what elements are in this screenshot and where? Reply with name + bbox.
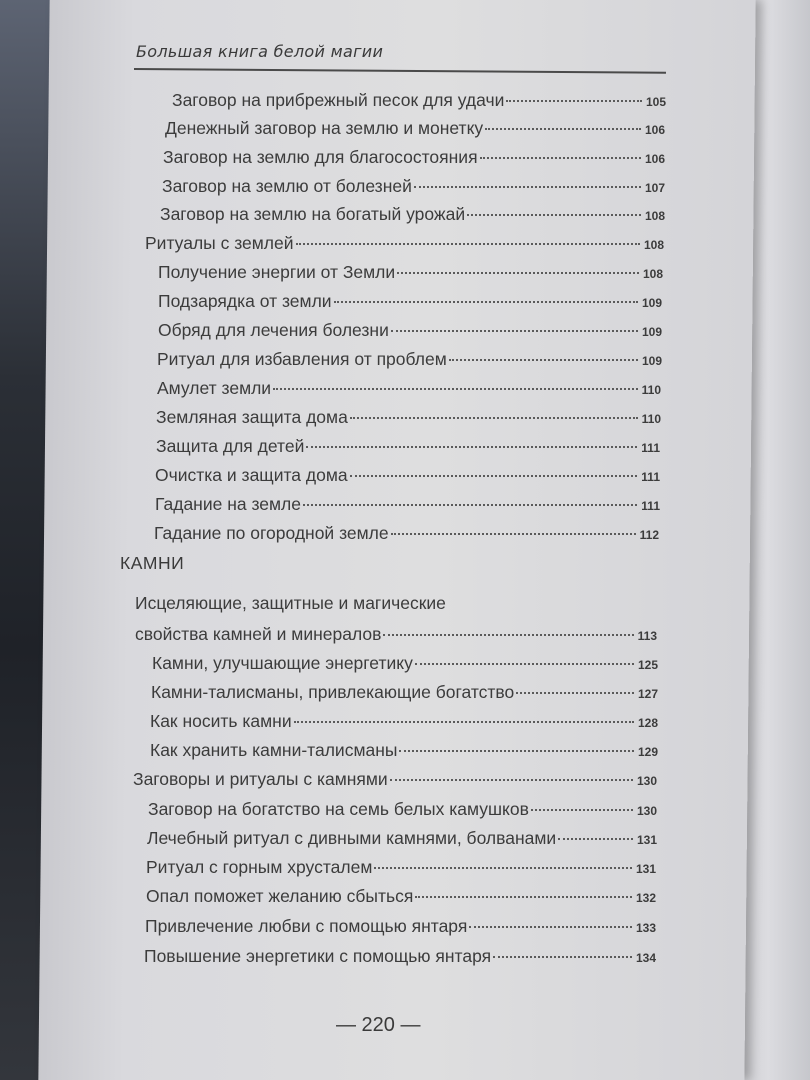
toc-entry-page: 109 bbox=[641, 296, 662, 310]
toc-entry-label: Амулет земли bbox=[157, 378, 272, 398]
toc-entry bbox=[160, 202, 665, 226]
toc-entry-label: Ритуал с горным хрусталем bbox=[146, 857, 373, 877]
section-title: КАМНИ bbox=[120, 553, 185, 573]
toc-entry-page: 127 bbox=[637, 687, 658, 701]
toc-entry bbox=[148, 797, 657, 821]
toc-entry bbox=[145, 231, 664, 255]
toc-entry-page: 130 bbox=[636, 804, 657, 818]
toc-entry bbox=[146, 884, 656, 908]
toc-entry-label: Заговор на землю для благосостояния bbox=[163, 147, 478, 167]
toc-entry-page: 109 bbox=[641, 325, 662, 339]
toc-entry-label: Ритуалы с землей bbox=[145, 233, 294, 253]
toc-leader-dots bbox=[449, 359, 638, 361]
toc-entry-page: 111 bbox=[641, 499, 660, 513]
toc-entry bbox=[158, 289, 662, 313]
toc-entry-label: Получение энергии от Земли bbox=[158, 262, 396, 282]
toc-leader-dots bbox=[397, 272, 639, 274]
toc-entry-page: 130 bbox=[636, 774, 657, 788]
toc-entry bbox=[155, 463, 660, 487]
toc-entry-label: Защита для детей bbox=[156, 436, 305, 456]
toc-entry bbox=[157, 347, 662, 371]
toc-entry-label: Заговор на землю на богатый урожай bbox=[160, 204, 466, 224]
toc-entry-page: 105 bbox=[645, 95, 666, 109]
toc-entry bbox=[158, 318, 662, 342]
toc-entry bbox=[163, 145, 665, 169]
toc-entry bbox=[147, 826, 657, 850]
toc-entry bbox=[150, 738, 658, 762]
toc-leader-dots bbox=[485, 128, 641, 130]
toc-leader-dots bbox=[306, 446, 637, 448]
toc-entry bbox=[154, 521, 659, 545]
toc-leader-dots bbox=[467, 214, 641, 216]
toc-entry-page: 110 bbox=[641, 383, 661, 397]
toc-entry bbox=[157, 376, 661, 400]
toc-entry-page: 125 bbox=[637, 658, 658, 672]
toc-leader-dots bbox=[294, 721, 634, 723]
toc-leader-dots bbox=[506, 100, 642, 102]
toc-leader-dots bbox=[399, 750, 634, 752]
toc-leader-dots bbox=[391, 533, 636, 535]
toc-leader-dots bbox=[414, 186, 641, 188]
toc-entry bbox=[172, 88, 666, 112]
toc-entry-label: свойства камней и минералов bbox=[135, 624, 382, 644]
running-header-title: Большая книга белой магии bbox=[136, 42, 384, 61]
toc-leader-dots bbox=[273, 388, 638, 390]
toc-leader-dots bbox=[469, 926, 632, 928]
toc-entry-label: Камни-талисманы, привлекающие богатство bbox=[151, 682, 515, 702]
toc-entry-page: 108 bbox=[642, 267, 663, 281]
toc-leader-dots bbox=[350, 475, 638, 477]
toc-entry-page: 112 bbox=[639, 528, 659, 542]
toc-entry bbox=[156, 405, 661, 429]
toc-entry-label: Заговор на богатство на семь белых камушков bbox=[148, 799, 529, 819]
toc-leader-dots bbox=[480, 157, 641, 159]
toc-entry-label: Гадание по огородной земле bbox=[154, 523, 389, 543]
toc-entry-page: 106 bbox=[644, 123, 665, 137]
toc-entry-label: Заговоры и ритуалы с камнями bbox=[133, 769, 388, 789]
toc-entry-page: 110 bbox=[641, 412, 661, 426]
toc-leader-dots bbox=[350, 417, 638, 419]
toc-leader-dots bbox=[558, 838, 633, 840]
toc-entry-label: Гадание на земле bbox=[155, 494, 301, 514]
toc-entry-label: Обряд для лечения болезни bbox=[158, 320, 389, 340]
toc-entry bbox=[165, 116, 665, 140]
toc-entry-label: Привлечение любви с помощью янтаря bbox=[145, 916, 468, 936]
toc-entry-label: Повышение энергетики с помощью янтаря bbox=[144, 946, 492, 966]
toc-entry-label: Денежный заговор на землю и монетку bbox=[165, 118, 484, 138]
toc-entry bbox=[133, 767, 657, 791]
toc-entry-page: 108 bbox=[644, 209, 665, 223]
toc-entry-page: 132 bbox=[635, 891, 656, 905]
toc-leader-dots bbox=[303, 504, 637, 506]
toc-entry-page: 131 bbox=[635, 862, 656, 876]
toc-entry-label: Очистка и защита дома bbox=[155, 465, 348, 485]
toc-leader-dots bbox=[296, 243, 640, 245]
toc-entry-page: 111 bbox=[641, 470, 660, 484]
toc-leader-dots bbox=[493, 956, 632, 958]
toc-entry-page: 134 bbox=[635, 951, 656, 965]
toc-entry-page: 107 bbox=[644, 181, 665, 195]
toc-leader-dots bbox=[334, 301, 638, 303]
toc-leader-dots bbox=[374, 867, 632, 869]
toc-entry-page: 106 bbox=[644, 152, 665, 166]
toc-entry bbox=[162, 174, 665, 198]
toc-entry bbox=[135, 622, 657, 646]
toc-entry-label: Подзарядка от земли bbox=[158, 291, 332, 311]
toc-entry bbox=[145, 914, 656, 938]
toc-leader-dots bbox=[415, 896, 632, 898]
toc-leader-dots bbox=[390, 779, 633, 781]
toc-entry bbox=[158, 260, 663, 284]
toc-entry bbox=[150, 709, 658, 733]
toc-entry-page: 109 bbox=[641, 354, 662, 368]
toc-entry bbox=[151, 680, 658, 704]
page-number: — 220 — bbox=[336, 1014, 421, 1036]
toc-entry-label: Заговор на прибрежный песок для удачи bbox=[172, 90, 505, 110]
toc-entry bbox=[146, 855, 656, 879]
toc-entry-page: 131 bbox=[636, 833, 657, 847]
toc-entry-label: Заговор на землю от болезней bbox=[162, 176, 412, 196]
toc-entry-page: 129 bbox=[637, 745, 658, 759]
toc-leader-dots bbox=[383, 634, 633, 636]
toc-entry bbox=[144, 944, 656, 968]
toc-entry-page: 113 bbox=[637, 629, 657, 643]
toc-entry bbox=[155, 492, 660, 516]
toc-entry bbox=[152, 651, 658, 675]
toc-entry-label: Ритуал для избавления от проблем bbox=[157, 349, 447, 369]
toc-entry-page: 111 bbox=[641, 441, 660, 455]
toc-leader-dots bbox=[415, 663, 634, 665]
toc-entry-first-line: Исцеляющие, защитные и магические bbox=[135, 593, 446, 613]
toc-entry-label: Лечебный ритуал с дивными камнями, болванами bbox=[147, 828, 557, 848]
toc-leader-dots bbox=[531, 809, 633, 811]
toc-entry-label: Как хранить камни-талисманы bbox=[150, 740, 398, 760]
toc-entry-label: Земляная защита дома bbox=[156, 407, 348, 427]
toc-entry-label: Как носить камни bbox=[150, 711, 292, 731]
toc-entry-page: 133 bbox=[635, 921, 656, 935]
toc-entry bbox=[156, 434, 660, 458]
toc-entry-label: Опал поможет желанию сбыться bbox=[146, 886, 414, 906]
toc-entry-label: Камни, улучшающие энергетику bbox=[152, 653, 413, 673]
toc-entry-page: 108 bbox=[643, 238, 664, 252]
toc-leader-dots bbox=[516, 692, 634, 694]
toc-entry-page: 128 bbox=[637, 716, 658, 730]
toc-leader-dots bbox=[391, 330, 638, 332]
